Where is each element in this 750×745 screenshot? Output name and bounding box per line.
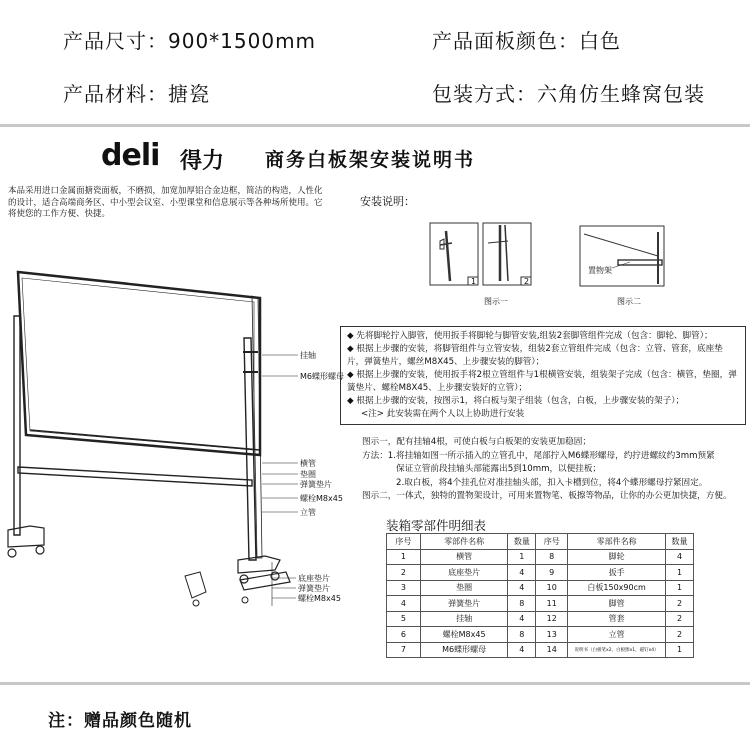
label-spring-washer: 弹簧垫片 xyxy=(300,480,332,489)
footer-note: 注：赠品颜色随机 xyxy=(48,711,192,731)
intro-paragraph: 本品采用进口金属面搪瓷面板，不磨损，加宽加厚铝合金边框，简洁的构造，人性化的设计，适合高端商务区、中小型会议室、小型课堂和信息展示等各种场所使用。它将使您的工作方便、快捷。 xyxy=(8,186,323,219)
installation-steps xyxy=(340,326,746,425)
top-divider xyxy=(0,124,750,127)
installation-notes xyxy=(362,436,747,504)
bottom-divider xyxy=(0,682,750,685)
brand-logo: deli xyxy=(101,138,160,173)
spec-size: 产品尺寸：900*1500mm xyxy=(63,29,317,53)
note-method-1: 方法：1.将挂轴如图一所示插入的立管孔中，尾部拧入M6蝶形螺母，约拧进螺纹约3mm预紧 xyxy=(362,450,715,461)
step-3: ◆ 根据上步骤的安装，使用扳手将2根立管组件与1根横管安装，组装架子完成（包含：横管，垫圈，弹簧垫片、螺栓M8X45、上步骤安装好的立管）； xyxy=(347,370,737,393)
figure-two-caption: 图示二 xyxy=(617,297,641,306)
document-title: 商务白板架安装说明书 xyxy=(265,149,476,171)
figure-one-number-2: 2 xyxy=(524,277,530,286)
whiteboard-assembly-diagram xyxy=(0,260,345,615)
figure-one-caption: 图示一 xyxy=(484,297,508,306)
figure-one-diagram xyxy=(428,221,538,291)
label-bolt-2: 螺栓M8x45 xyxy=(298,594,341,603)
table-row: 2 底座垫片 4 9 扳手 1 xyxy=(387,565,694,581)
step-2: ◆ 根据上步骤的安装，将脚管组件与立管安装，组装2套立管组件完成（包含：立管、管套，底座垫片，弹簧垫片，螺丝M8X45、上步骤安装的脚管）； xyxy=(347,344,723,367)
parts-table-title: 装箱零部件明细表 xyxy=(386,518,487,533)
table-row: 6 螺栓M8x45 8 13 立管 2 xyxy=(387,627,694,643)
spec-packaging: 包装方式：六角仿生蜂窝包装 xyxy=(432,82,705,106)
figure-one-number-1: 1 xyxy=(471,277,477,286)
brand-name: 得力 xyxy=(180,149,225,174)
table-row: 7 M6蝶形螺母 4 14 说明书（白板笔x2，白板擦x1，磁钉x4） 1 xyxy=(387,642,694,658)
table-row: 5 挂轴 4 12 管套 2 xyxy=(387,611,694,627)
spec-color: 产品面板颜色：白色 xyxy=(432,29,621,53)
step-1: ◆ 先将脚轮拧入脚管，使用扳手将脚轮与脚管安装,组装2套脚管组件完成（包含：脚轮、脚管）； xyxy=(347,331,713,341)
note-method-1-cont: 保证立管前段挂轴头部能露出5到10mm，以便挂板； xyxy=(396,464,602,474)
note-method-2: 2.取白板，将4个挂孔位对准挂轴头部，扣入卡槽到位，将4个蝶形螺母拧紧固定。 xyxy=(396,477,708,488)
table-row: 4 弹簧垫片 8 11 脚管 2 xyxy=(387,596,694,612)
label-base-pad: 底座垫片 xyxy=(298,574,330,583)
figure-two-diagram xyxy=(578,224,668,290)
install-label: 安装说明： xyxy=(360,195,415,208)
label-bolt: 螺栓M8x45 xyxy=(300,494,343,503)
parts-table xyxy=(386,533,694,658)
label-hook: 挂轴 xyxy=(300,351,316,360)
label-spring-pad: 弹簧垫片 xyxy=(298,584,330,593)
note-figure-one: 图示一，配有挂轴4根，可使白板与白板架的安装更加稳固； xyxy=(362,437,591,447)
parts-table-header: 序号 零部件名称 数量 序号 零部件名称 数量 xyxy=(387,534,694,550)
step-note: <注> 此安装需在两个人以上协助进行安装 xyxy=(361,409,525,419)
label-cross-tube: 横管 xyxy=(300,459,316,468)
spec-material: 产品材料：搪瓷 xyxy=(63,82,210,106)
label-washer: 垫圈 xyxy=(300,470,316,479)
table-row: 3 垫圈 4 10 白板150x90cm 1 xyxy=(387,580,694,596)
table-row: 1 横管 1 8 脚轮 4 xyxy=(387,549,694,565)
whiteboard-frame xyxy=(18,272,260,455)
step-4: ◆ 根据上步骤的安装，按图示1，将白板与架子组装（包含，白板，上步骤安装的架子）； xyxy=(347,396,685,406)
shelf-label: 置物架 xyxy=(588,266,612,275)
note-figure-two: 图示二，一体式，独特的置物架设计，可用来置物笔、板擦等物品，让你的办公更加快捷，方便。 xyxy=(362,491,732,501)
label-wing-nut: M6蝶形螺母 xyxy=(300,372,344,381)
label-upright: 立管 xyxy=(300,508,316,517)
